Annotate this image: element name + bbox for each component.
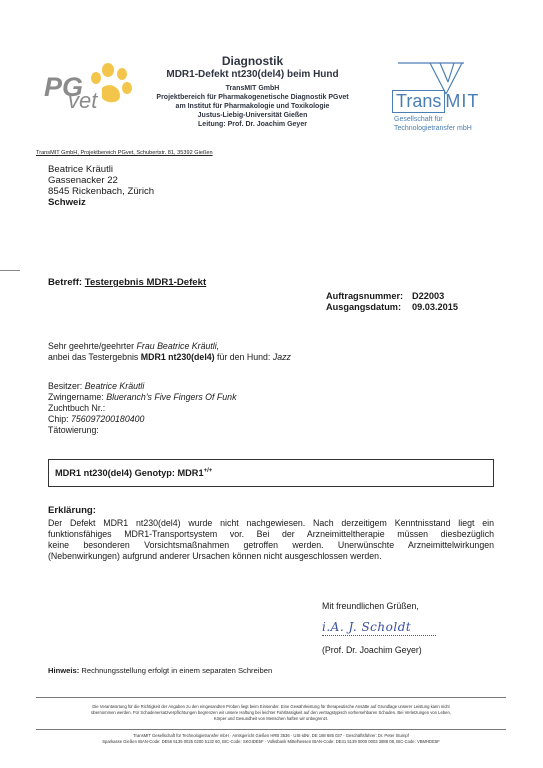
explanation-line: (Nebenwirkungen) aufgrund anderer Ursachen können nicht ausgeschlossen werden.	[48, 551, 382, 561]
transmit-logo	[392, 60, 502, 140]
salutation-line2-prefix: anbei das Testergebnis	[48, 352, 139, 362]
transmit-wordmark	[392, 90, 479, 113]
page-subtitle: MDR1-Defekt nt230(del4) beim Hund	[166, 69, 339, 80]
pgvet-logo-vet: vet	[68, 88, 98, 113]
note	[48, 666, 272, 675]
transmit-tagline-1: Gesellschaft für	[394, 116, 443, 123]
genotype-text: MDR1 nt230(del4) Genotyp: MDR1	[55, 468, 204, 479]
transmit-wordmark-bold: Trans	[392, 90, 445, 113]
org-line: TransMIT GmbH	[225, 85, 280, 92]
salutation-test: MDR1 nt230(del4)	[140, 352, 215, 362]
salutation-line2-middle: für den Hund:	[217, 352, 271, 362]
kennel-value: Blueranch's Five Fingers Of Funk	[106, 392, 237, 402]
owner-value: Beatrice Kräutli	[84, 381, 145, 391]
explanation-line: funktionsfähiges MDR1-Transportsystem vor. Bei der Arzneimitteltherapie müssen diesbezüglich	[48, 529, 494, 539]
salutation-name: Frau Beatrice Kräutli,	[136, 341, 220, 351]
chip-value: 756097200180400	[71, 414, 145, 424]
signature	[322, 618, 442, 640]
page-title: Diagnostik	[221, 54, 284, 68]
order-info	[326, 291, 458, 313]
dog-details	[48, 381, 236, 436]
subject	[48, 277, 206, 288]
footer-company-line: Sparkasse Gießen IBAN-Code: DE56 5135 0025 0200 5132 60, BIC-Code: SKGIDE5F · Volksbank Mittelhessen IBAN-Code: DE41 5139 0000 0003 3888 08, BIC-Code: VBMHDE5F	[102, 739, 440, 744]
order-date-label: Ausgangsdatum:	[326, 302, 402, 312]
signer-name: (Prof. Dr. Joachim Geyer)	[322, 645, 422, 655]
tattoo-label: Tätowierung:	[48, 425, 99, 435]
dog-name: Jazz	[272, 352, 291, 362]
order-number-label: Auftragsnummer:	[326, 291, 404, 301]
order-number: D22003	[412, 291, 445, 301]
transmit-wordmark-light: MIT	[445, 91, 480, 111]
footer-company-line: TransMIT Gesellschaft für Technologietransfer mbH · Amtsgericht Gießen HRB 3536 · USt-IdNr. DE 188 685 037 · Geschäftsführer: Dr. Peter Stumpf	[133, 733, 409, 738]
result-box	[48, 459, 494, 487]
footer-divider	[36, 729, 506, 730]
transmit-tagline-2: Technologietransfer mbH	[394, 125, 472, 132]
transmit-tagline	[394, 115, 472, 133]
explanation-heading: Erklärung:	[48, 505, 96, 516]
note-text: Rechnungsstellung erfolgt in einem separaten Schreiben	[81, 666, 273, 675]
recipient-address	[48, 164, 154, 208]
explanation-line: keine besonderen Vorsichtsmaßnahmen getroffen werden. Unerwünschte Arzneimittelwirkungen	[48, 540, 494, 550]
org-line: Leitung: Prof. Dr. Joachim Geyer	[198, 121, 307, 128]
recipient-city: 8545 Rickenbach, Zürich	[48, 186, 155, 197]
footer-disclaimer-line: Die Verantwortung für die Richtigkeit der Angaben zu den eingesandten Proben liegt beim Einsender. Eine Gewährleistung für therapeutische Ansätte auf Grundlage unserer Leistung kann nicht	[92, 704, 450, 709]
recipient-country: Schweiz	[48, 197, 86, 208]
footer-disclaimer-line: übernommen werden. Für Schadenersatzverpflichtungen begrenzen wir unsere Haftung bei leichter Fahrlässigkeit auf den vertragstypisch vorhersehbaren Schaden. Bei Verletzungen von Leben,	[91, 710, 451, 715]
salutation	[48, 341, 291, 363]
subject-text: Testergebnis MDR1-Defekt	[84, 277, 207, 288]
note-label: Hinweis:	[48, 666, 80, 675]
pgvet-logo	[36, 58, 136, 114]
recipient-name: Beatrice Kräutli	[48, 164, 114, 175]
explanation-line: Der Defekt MDR1 nt230(del4) wurde nicht nachgewiesen. Nach derzeitigem Kenntnisstand liegt ein	[48, 518, 494, 528]
genotype-result	[55, 468, 212, 478]
signature-text: i.A. J. Scholdt	[322, 620, 412, 634]
footer-divider	[36, 697, 506, 698]
signature-line	[322, 635, 436, 637]
closing-greeting: Mit freundlichen Grüßen,	[322, 601, 419, 611]
sender-line: TransMIT GmbH, Projektbereich PGvet, Schubertstr. 81, 35392 Gießen	[36, 150, 213, 156]
footer-disclaimer-line: Körper und Gesundheit von Menschen haften wir unbegrenzt.	[213, 716, 329, 721]
studbook-label: Zuchtbuch Nr.:	[48, 403, 106, 413]
chip-label: Chip:	[48, 414, 69, 424]
fold-mark	[0, 270, 20, 271]
owner-label: Besitzer:	[48, 381, 83, 391]
order-date: 09.03.2015	[412, 302, 458, 312]
footer-disclaimer	[36, 704, 506, 722]
header-block	[135, 54, 370, 129]
footer-company	[36, 733, 506, 745]
org-line: Projektbereich für Pharmakogenetische Diagnostik PGvet	[156, 94, 349, 101]
org-line: Justus-Liebig-Universität Gießen	[197, 112, 308, 119]
pgvet-logo-pg: PG	[44, 72, 84, 102]
org-line: am Institut für Pharmakologie und Toxikologie	[175, 103, 330, 110]
kennel-label: Zwingername:	[48, 392, 104, 402]
recipient-street: Gassenacker 22	[48, 175, 118, 186]
explanation-text	[48, 518, 494, 551]
subject-label: Betreff:	[48, 277, 83, 288]
salutation-prefix: Sehr geehrte/geehrter	[48, 341, 135, 351]
genotype-superscript: +/+	[203, 468, 213, 474]
